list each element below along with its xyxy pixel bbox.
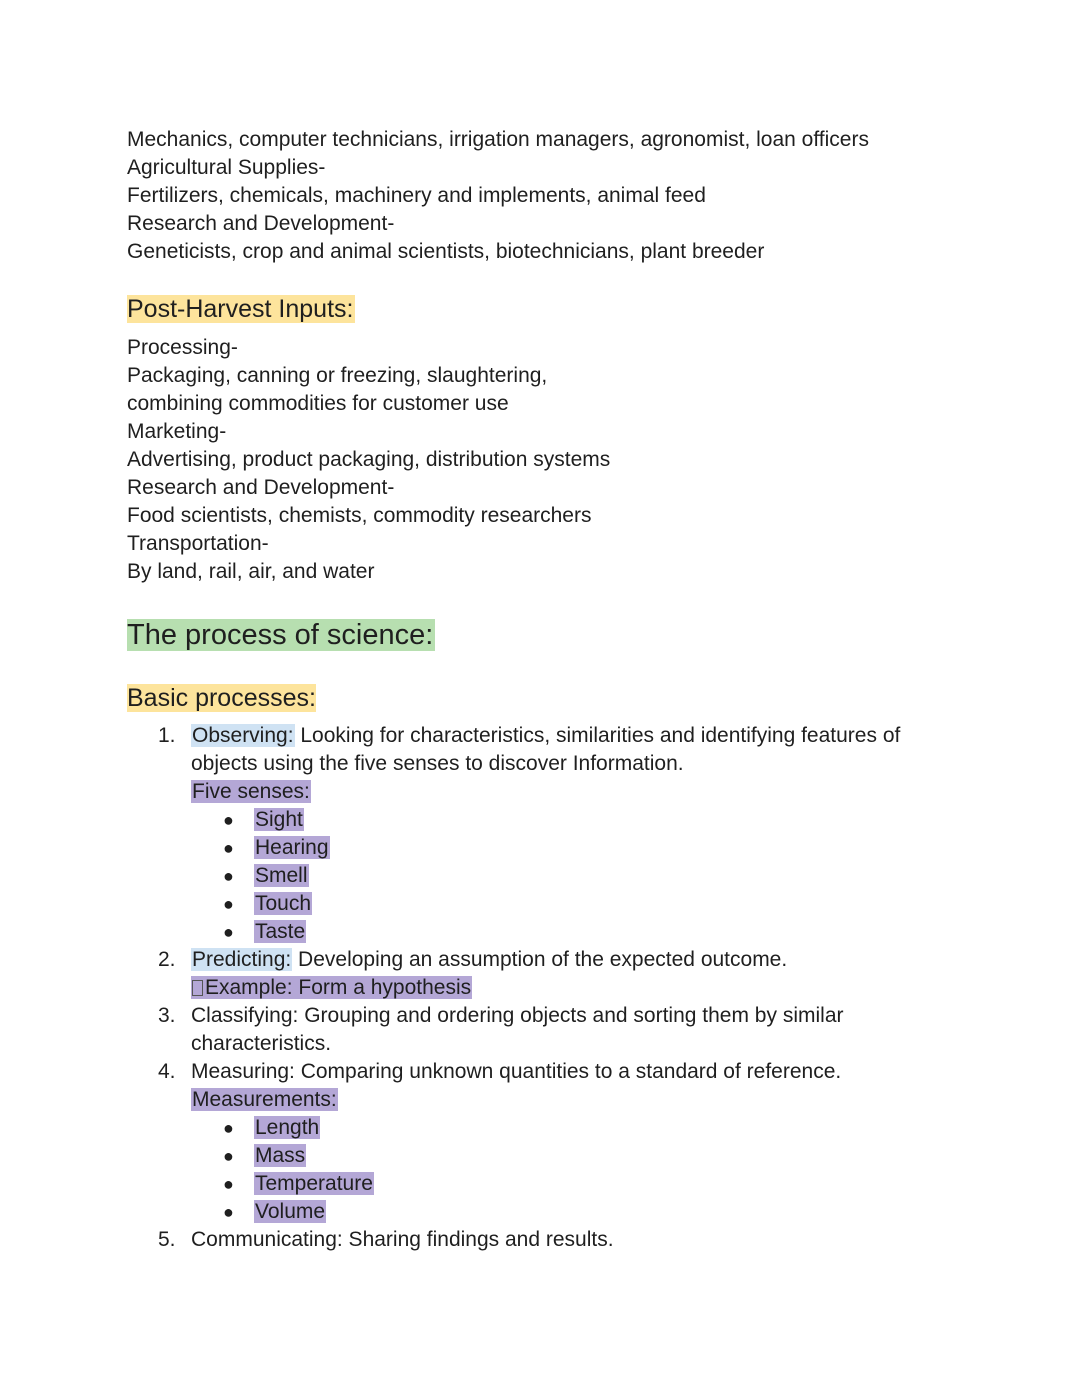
bullet-item [254, 1142, 306, 1170]
bullet-text: Touch [255, 892, 312, 915]
bullet-text: Smell [255, 864, 308, 887]
list-item-text: characteristics. [191, 1032, 332, 1055]
sub-label-text: Five senses: [192, 780, 310, 803]
placeholder-box-icon [192, 980, 203, 996]
text-line: Mechanics, computer technicians, irrigation managers, agronomist, loan officers [127, 128, 869, 151]
bullet-item [254, 834, 330, 862]
text-line: Advertising, product packaging, distribution systems [127, 448, 611, 471]
bullet-icon: ● [223, 810, 234, 830]
bullet-icon: ● [223, 1202, 234, 1222]
list-number: 5. [158, 1228, 176, 1251]
term-highlight: Predicting: [192, 948, 292, 971]
text-line: Research and Development- [127, 476, 395, 499]
text-line: Packaging, canning or freezing, slaughtering, [127, 364, 548, 387]
list-item-text: Communicating: Sharing findings and results. [191, 1228, 614, 1251]
bullet-icon: ● [223, 838, 234, 858]
term-highlight: Observing: [192, 724, 294, 747]
bullet-item [254, 918, 306, 946]
example-text: Example: Form a hypothesis [205, 976, 472, 999]
list-item-text: Classifying: Grouping and ordering objects and sorting them by similar [191, 1004, 844, 1027]
sub-label [191, 778, 311, 806]
heading-text: The process of science: [127, 619, 434, 651]
bullet-text: Length [255, 1116, 320, 1139]
bullet-text: Sight [255, 808, 303, 831]
list-item-text: objects using the five senses to discover Information. [191, 752, 684, 775]
list-number: 3. [158, 1004, 176, 1027]
text-line: Food scientists, chemists, commodity researchers [127, 504, 592, 527]
list-number: 4. [158, 1060, 176, 1083]
list-number: 2. [158, 948, 176, 971]
bullet-text: Mass [255, 1144, 306, 1167]
subheading-basic-processes [127, 683, 316, 714]
bullet-item [254, 1170, 374, 1198]
text-line: By land, rail, air, and water [127, 560, 375, 583]
bullet-icon: ● [223, 1118, 234, 1138]
list-item-text: Measuring: Comparing unknown quantities to a standard of reference. [191, 1060, 842, 1083]
list-number: 1. [158, 724, 176, 747]
bullet-item [254, 806, 304, 834]
bullet-text: Temperature [255, 1172, 373, 1195]
section-heading-post-harvest [127, 293, 355, 325]
subheading-text: Basic processes: [127, 684, 316, 712]
text-line: Transportation- [127, 532, 269, 555]
sub-label [191, 1086, 338, 1114]
text-line: Fertilizers, chemicals, machinery and implements, animal feed [127, 184, 706, 207]
text-line: Processing- [127, 336, 238, 359]
list-item-text [191, 722, 900, 750]
bullet-item [254, 890, 312, 918]
list-item-text [191, 946, 787, 974]
bullet-text: Hearing [255, 836, 329, 859]
sub-label-text: Measurements: [192, 1088, 337, 1111]
item-description: Looking for characteristics, similarities and identifying features of [294, 724, 901, 747]
text-line: Marketing- [127, 420, 227, 443]
text-line: Agricultural Supplies- [127, 156, 326, 179]
bullet-item [254, 862, 309, 890]
example-line [191, 974, 472, 1002]
bullet-item [254, 1114, 320, 1142]
heading-text: Post-Harvest Inputs: [127, 295, 354, 323]
bullet-item [254, 1198, 326, 1226]
bullet-text: Volume [255, 1200, 326, 1223]
bullet-icon: ● [223, 1174, 234, 1194]
item-description: Developing an assumption of the expected outcome. [292, 948, 788, 971]
bullet-icon: ● [223, 894, 234, 914]
text-line: Research and Development- [127, 212, 395, 235]
bullet-icon: ● [223, 922, 234, 942]
bullet-icon: ● [223, 1146, 234, 1166]
section-heading-process [127, 618, 435, 652]
bullet-text: Taste [255, 920, 306, 943]
text-line: combining commodities for customer use [127, 392, 509, 415]
example-highlight [191, 976, 472, 999]
bullet-icon: ● [223, 866, 234, 886]
text-line: Geneticists, crop and animal scientists, biotechnicians, plant breeder [127, 240, 765, 263]
